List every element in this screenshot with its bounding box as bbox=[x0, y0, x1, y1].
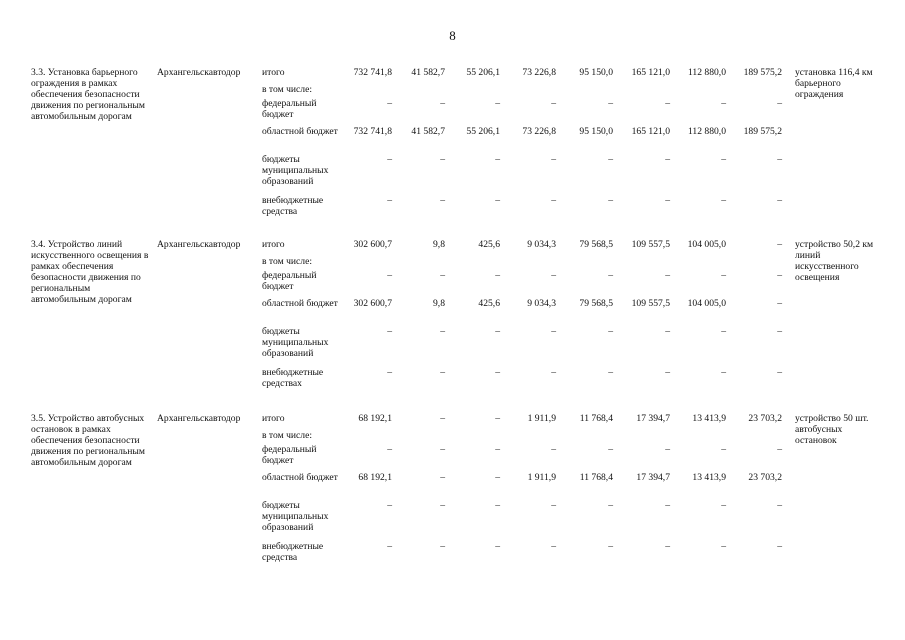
funding-cell: 13 413,9 bbox=[692, 413, 726, 424]
funding-cell: – bbox=[721, 500, 726, 511]
funding-cell: – bbox=[551, 541, 556, 552]
funding-cell: – bbox=[721, 444, 726, 455]
funding-cell: – bbox=[387, 326, 392, 337]
funding-cell: 68 192,1 bbox=[358, 413, 392, 424]
funding-cell: 23 703,2 bbox=[748, 413, 782, 424]
funding-cell: – bbox=[440, 367, 445, 378]
funding-cell: – bbox=[495, 413, 500, 424]
funding-cell: – bbox=[440, 326, 445, 337]
funding-cell: – bbox=[551, 367, 556, 378]
funding-cell: – bbox=[665, 500, 670, 511]
funding-cell: – bbox=[551, 444, 556, 455]
funding-cell: – bbox=[777, 444, 782, 455]
executor: Архангельскавтодор bbox=[157, 413, 241, 424]
funding-cell: – bbox=[440, 500, 445, 511]
funding-cell: – bbox=[721, 195, 726, 206]
funding-cell: – bbox=[608, 367, 613, 378]
funding-source-label: в том числе: bbox=[262, 84, 313, 95]
funding-cell: – bbox=[495, 500, 500, 511]
funding-cell: – bbox=[387, 541, 392, 552]
funding-cell: – bbox=[440, 413, 445, 424]
funding-cell: – bbox=[665, 154, 670, 165]
measure-title: 3.3. Установка барьерного ограждения в рамках обеспечения безопасности движения по региональным автомобильным дорогам bbox=[31, 67, 145, 122]
funding-cell: – bbox=[495, 195, 500, 206]
measure-title: 3.4. Устройство линий искусственного освещения в рамках обеспечения безопасности движения по региональным автомобильным дорогам bbox=[31, 239, 149, 305]
funding-cell: – bbox=[387, 270, 392, 281]
funding-cell: – bbox=[551, 500, 556, 511]
funding-source-label: итого bbox=[262, 67, 285, 78]
funding-cell: – bbox=[777, 98, 782, 109]
expected-result: устройство 50 шт. автобусных остановок bbox=[795, 413, 869, 446]
funding-cell: 1 911,9 bbox=[527, 413, 556, 424]
funding-source-label: федеральный бюджет bbox=[262, 270, 317, 292]
funding-cell: – bbox=[608, 195, 613, 206]
funding-cell: – bbox=[608, 500, 613, 511]
funding-cell: – bbox=[777, 541, 782, 552]
funding-source-label: федеральный бюджет bbox=[262, 444, 317, 466]
funding-cell: 109 557,5 bbox=[631, 239, 670, 250]
funding-cell: 189 575,2 bbox=[743, 67, 782, 78]
funding-cell: 73 226,8 bbox=[522, 126, 556, 137]
funding-cell: – bbox=[721, 270, 726, 281]
funding-cell: – bbox=[387, 154, 392, 165]
funding-cell: – bbox=[440, 541, 445, 552]
funding-cell: 165 121,0 bbox=[631, 67, 670, 78]
funding-cell: – bbox=[665, 367, 670, 378]
funding-cell: 302 600,7 bbox=[353, 298, 392, 309]
funding-cell: 79 568,5 bbox=[579, 298, 613, 309]
funding-cell: – bbox=[387, 367, 392, 378]
funding-cell: 425,6 bbox=[478, 239, 500, 250]
funding-cell: 104 005,0 bbox=[687, 239, 726, 250]
funding-cell: – bbox=[495, 444, 500, 455]
funding-source-label: в том числе: bbox=[262, 430, 313, 441]
funding-cell: – bbox=[721, 326, 726, 337]
funding-cell: – bbox=[495, 270, 500, 281]
funding-cell: 112 880,0 bbox=[687, 67, 726, 78]
funding-cell: – bbox=[665, 195, 670, 206]
funding-cell: – bbox=[387, 444, 392, 455]
funding-cell: – bbox=[551, 98, 556, 109]
funding-cell: – bbox=[608, 270, 613, 281]
funding-cell: – bbox=[777, 239, 782, 250]
funding-cell: – bbox=[440, 472, 445, 483]
funding-source-label: областной бюджет bbox=[262, 298, 338, 309]
funding-cell: – bbox=[440, 270, 445, 281]
funding-source-label: внебюджетные средствах bbox=[262, 367, 324, 389]
funding-cell: – bbox=[387, 500, 392, 511]
funding-cell: 11 768,4 bbox=[579, 413, 613, 424]
funding-cell: – bbox=[387, 98, 392, 109]
executor: Архангельскавтодор bbox=[157, 239, 241, 250]
funding-cell: 104 005,0 bbox=[687, 298, 726, 309]
funding-cell: – bbox=[551, 270, 556, 281]
funding-cell: 425,6 bbox=[478, 298, 500, 309]
funding-cell: – bbox=[777, 270, 782, 281]
funding-cell: 17 394,7 bbox=[636, 472, 670, 483]
funding-cell: – bbox=[721, 367, 726, 378]
funding-source-label: внебюджетные средства bbox=[262, 195, 324, 217]
funding-cell: – bbox=[495, 367, 500, 378]
funding-source-label: областной бюджет bbox=[262, 472, 338, 483]
funding-cell: 732 741,8 bbox=[353, 126, 392, 137]
funding-cell: 9 034,3 bbox=[527, 239, 556, 250]
funding-cell: – bbox=[608, 98, 613, 109]
funding-cell: 302 600,7 bbox=[353, 239, 392, 250]
funding-cell: – bbox=[608, 541, 613, 552]
funding-cell: 95 150,0 bbox=[579, 67, 613, 78]
page-number: 8 bbox=[449, 28, 456, 43]
executor: Архангельскавтодор bbox=[157, 67, 241, 78]
funding-cell: 165 121,0 bbox=[631, 126, 670, 137]
funding-cell: – bbox=[495, 541, 500, 552]
measure-title: 3.5. Устройство автобусных остановок в рамках обеспечения безопасности движения по региональным автомобильным дорогам bbox=[31, 413, 145, 468]
funding-source-label: внебюджетные средства bbox=[262, 541, 324, 563]
funding-cell: – bbox=[440, 154, 445, 165]
funding-cell: 68 192,1 bbox=[358, 472, 392, 483]
funding-cell: 109 557,5 bbox=[631, 298, 670, 309]
funding-cell: – bbox=[608, 444, 613, 455]
funding-cell: – bbox=[777, 298, 782, 309]
funding-source-label: в том числе: bbox=[262, 256, 313, 267]
funding-cell: – bbox=[495, 154, 500, 165]
funding-cell: 41 582,7 bbox=[411, 126, 445, 137]
funding-cell: 9,8 bbox=[433, 239, 445, 250]
funding-cell: 112 880,0 bbox=[687, 126, 726, 137]
funding-cell: – bbox=[551, 195, 556, 206]
funding-cell: – bbox=[608, 154, 613, 165]
funding-cell: – bbox=[495, 326, 500, 337]
funding-cell: 55 206,1 bbox=[466, 126, 500, 137]
funding-source-label: итого bbox=[262, 239, 285, 250]
funding-cell: – bbox=[440, 444, 445, 455]
expected-result: устройство 50,2 км линий искусственного освещения bbox=[795, 239, 874, 283]
funding-cell: – bbox=[777, 326, 782, 337]
funding-cell: 189 575,2 bbox=[743, 126, 782, 137]
expected-result: установка 116,4 км барьерного ограждения bbox=[795, 67, 873, 100]
funding-cell: 73 226,8 bbox=[522, 67, 556, 78]
funding-cell: – bbox=[551, 326, 556, 337]
funding-cell: – bbox=[777, 500, 782, 511]
funding-cell: 13 413,9 bbox=[692, 472, 726, 483]
funding-source-label: бюджеты муниципальных образований bbox=[262, 326, 329, 359]
funding-cell: – bbox=[721, 98, 726, 109]
funding-cell: – bbox=[665, 98, 670, 109]
funding-cell: 79 568,5 bbox=[579, 239, 613, 250]
funding-cell: – bbox=[665, 270, 670, 281]
funding-cell: 732 741,8 bbox=[353, 67, 392, 78]
funding-cell: – bbox=[721, 154, 726, 165]
funding-cell: 17 394,7 bbox=[636, 413, 670, 424]
funding-cell: – bbox=[387, 195, 392, 206]
funding-cell: 9,8 bbox=[433, 298, 445, 309]
funding-cell: – bbox=[777, 195, 782, 206]
funding-cell: 95 150,0 bbox=[579, 126, 613, 137]
funding-cell: 55 206,1 bbox=[466, 67, 500, 78]
funding-source-label: итого bbox=[262, 413, 285, 424]
funding-cell: – bbox=[721, 541, 726, 552]
funding-cell: – bbox=[440, 98, 445, 109]
funding-cell: 11 768,4 bbox=[579, 472, 613, 483]
funding-cell: – bbox=[440, 195, 445, 206]
funding-cell: – bbox=[665, 444, 670, 455]
funding-source-label: федеральный бюджет bbox=[262, 98, 317, 120]
funding-cell: – bbox=[551, 154, 556, 165]
funding-cell: 23 703,2 bbox=[748, 472, 782, 483]
funding-source-label: бюджеты муниципальных образований bbox=[262, 154, 329, 187]
funding-cell: 9 034,3 bbox=[527, 298, 556, 309]
funding-cell: – bbox=[665, 541, 670, 552]
funding-cell: – bbox=[777, 154, 782, 165]
funding-cell: – bbox=[495, 472, 500, 483]
funding-cell: – bbox=[777, 367, 782, 378]
funding-cell: – bbox=[495, 98, 500, 109]
funding-source-label: бюджеты муниципальных образований bbox=[262, 500, 329, 533]
funding-cell: 41 582,7 bbox=[411, 67, 445, 78]
funding-source-label: областной бюджет bbox=[262, 126, 338, 137]
funding-cell: 1 911,9 bbox=[527, 472, 556, 483]
funding-cell: – bbox=[665, 326, 670, 337]
funding-cell: – bbox=[608, 326, 613, 337]
